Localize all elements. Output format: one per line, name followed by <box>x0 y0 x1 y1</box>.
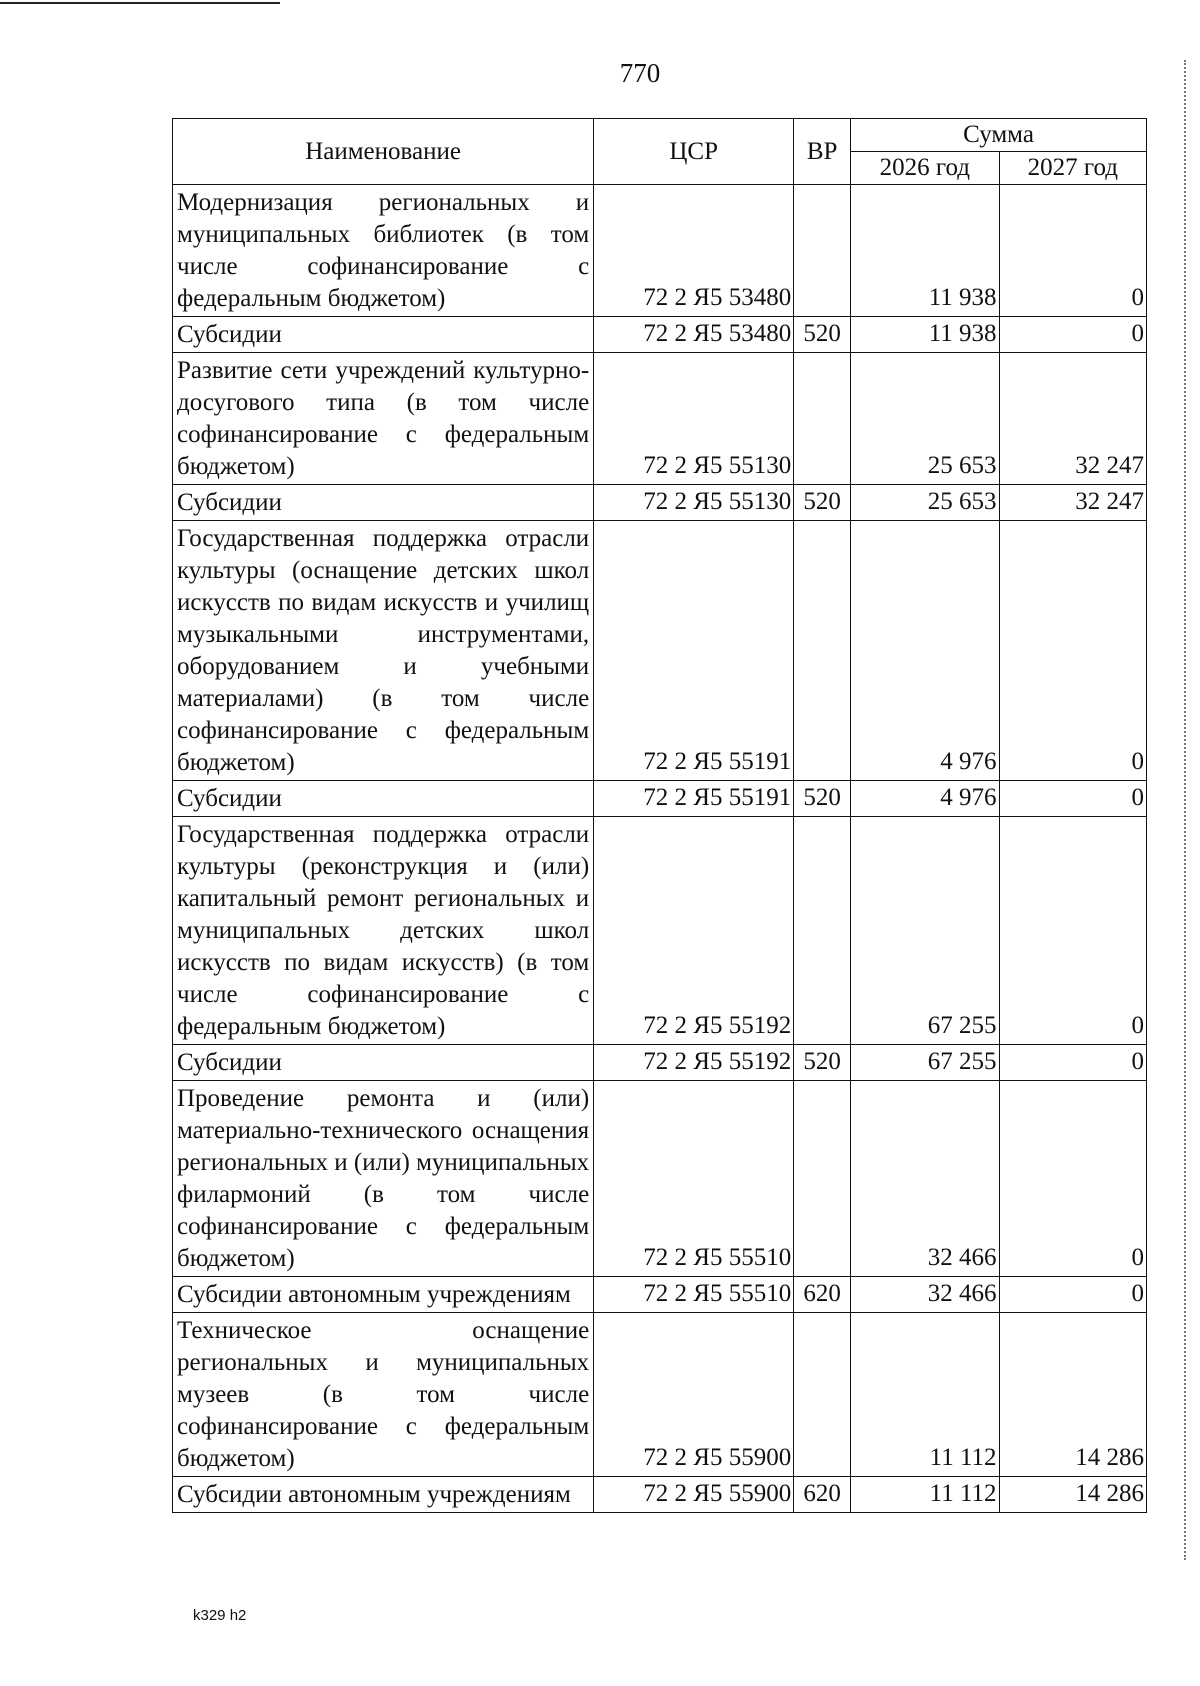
row-vr <box>794 1081 851 1277</box>
row-2026: 25 653 <box>851 485 999 521</box>
table-row <box>173 1081 1147 1277</box>
row-2027: 0 <box>999 185 1146 317</box>
header-year-2026: 2026 год <box>851 152 999 185</box>
row-csr: 72 2 Я5 55192 <box>594 1045 794 1081</box>
table-row <box>173 1277 1147 1313</box>
row-2026: 32 466 <box>851 1277 999 1313</box>
header-sum: Сумма <box>851 119 1147 152</box>
row-2026: 11 112 <box>851 1313 999 1477</box>
row-csr: 72 2 Я5 55191 <box>594 521 794 781</box>
row-csr: 72 2 Я5 53480 <box>594 185 794 317</box>
row-2027: 0 <box>999 1045 1146 1081</box>
row-name: Развитие сети учреждений культурно-досугового типа (в том числе софинансирование с федеральным бюджетом) <box>173 353 594 485</box>
row-name: Государственная поддержка отрасли культуры (оснащение детских школ искусств по видам искусств и училищ музыкальными инструментами, оборудованием и учебными материалами) (в том числе софинансирование с федеральным бюджетом) <box>173 521 594 781</box>
table-row <box>173 317 1147 353</box>
row-2027: 0 <box>999 1277 1146 1313</box>
table-row <box>173 781 1147 817</box>
row-2026: 11 112 <box>851 1477 999 1513</box>
row-2026: 32 466 <box>851 1081 999 1277</box>
header-csr: ЦСР <box>594 119 794 185</box>
row-name: Модернизация региональных и муниципальных библиотек (в том числе софинансирование с федеральным бюджетом) <box>173 185 594 317</box>
row-vr: 620 <box>794 1277 851 1313</box>
table-row <box>173 185 1147 317</box>
table-row <box>173 1313 1147 1477</box>
row-vr <box>794 521 851 781</box>
footer-code: k329 h2 <box>193 1607 247 1624</box>
row-csr: 72 2 Я5 55510 <box>594 1081 794 1277</box>
page-number: 770 <box>619 58 661 88</box>
row-2027: 0 <box>999 817 1146 1045</box>
table-row <box>173 521 1147 781</box>
header-name: Наименование <box>173 119 594 185</box>
row-name: Субсидии автономным учреждениям <box>173 1277 594 1313</box>
budget-table <box>172 118 1147 1513</box>
row-vr <box>794 1313 851 1477</box>
scan-edge-marks <box>1182 60 1186 1560</box>
row-2026: 67 255 <box>851 817 999 1045</box>
table-row <box>173 1477 1147 1513</box>
row-csr: 72 2 Я5 55130 <box>594 353 794 485</box>
row-2026: 25 653 <box>851 353 999 485</box>
row-vr: 520 <box>794 1045 851 1081</box>
row-vr: 520 <box>794 317 851 353</box>
row-2026: 11 938 <box>851 185 999 317</box>
row-2026: 4 976 <box>851 521 999 781</box>
row-2027: 0 <box>999 1081 1146 1277</box>
row-csr: 72 2 Я5 55900 <box>594 1477 794 1513</box>
header-vr: ВР <box>794 119 851 185</box>
row-name: Субсидии <box>173 781 594 817</box>
row-csr: 72 2 Я5 55510 <box>594 1277 794 1313</box>
top-corner-line <box>0 2 280 4</box>
row-name: Проведение ремонта и (или) материально-технического оснащения региональных и (или) муниципальных филармоний (в том числе софинансирование с федеральным бюджетом) <box>173 1081 594 1277</box>
row-2026: 67 255 <box>851 1045 999 1081</box>
table-row <box>173 485 1147 521</box>
row-name: Субсидии <box>173 485 594 521</box>
row-2027: 0 <box>999 521 1146 781</box>
row-2026: 11 938 <box>851 317 999 353</box>
row-2027: 32 247 <box>999 353 1146 485</box>
row-vr <box>794 817 851 1045</box>
row-vr: 520 <box>794 485 851 521</box>
header-year-2027: 2027 год <box>999 152 1146 185</box>
row-2027: 14 286 <box>999 1313 1146 1477</box>
row-name: Субсидии <box>173 317 594 353</box>
row-name: Государственная поддержка отрасли культуры (реконструкция и (или) капитальный ремонт региональных и муниципальных детских школ искусств по видам искусств) (в том числе софинансирование с федеральным бюджетом) <box>173 817 594 1045</box>
row-csr: 72 2 Я5 55191 <box>594 781 794 817</box>
table-row <box>173 1045 1147 1081</box>
row-2027: 0 <box>999 317 1146 353</box>
row-2027: 14 286 <box>999 1477 1146 1513</box>
row-vr: 620 <box>794 1477 851 1513</box>
row-csr: 72 2 Я5 55900 <box>594 1313 794 1477</box>
row-vr: 520 <box>794 781 851 817</box>
row-name: Субсидии <box>173 1045 594 1081</box>
table-row <box>173 817 1147 1045</box>
row-2026: 4 976 <box>851 781 999 817</box>
row-csr: 72 2 Я5 55192 <box>594 817 794 1045</box>
row-csr: 72 2 Я5 55130 <box>594 485 794 521</box>
row-vr <box>794 353 851 485</box>
row-2027: 32 247 <box>999 485 1146 521</box>
row-vr <box>794 185 851 317</box>
table-row <box>173 353 1147 485</box>
row-csr: 72 2 Я5 53480 <box>594 317 794 353</box>
row-2027: 0 <box>999 781 1146 817</box>
row-name: Субсидии автономным учреждениям <box>173 1477 594 1513</box>
row-name: Техническое оснащение региональных и муниципальных музеев (в том числе софинансирование с федеральным бюджетом) <box>173 1313 594 1477</box>
